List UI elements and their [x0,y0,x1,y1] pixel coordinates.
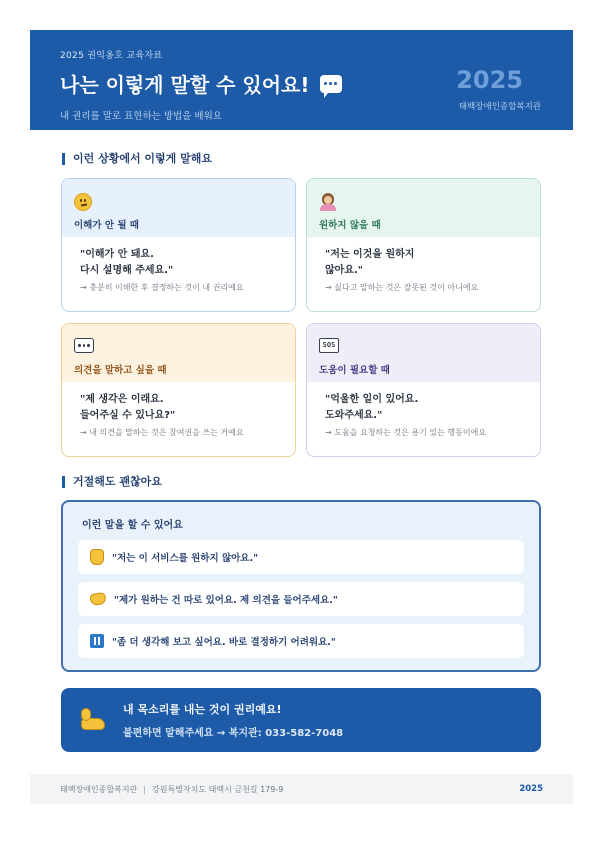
phrase-text: "좀 더 생각해 보고 싶어요. 바로 결정하기 어려워요." [112,637,336,648]
cta-text [123,701,343,739]
sos-icon: SOS [319,338,339,358]
phrase-text: "저는 이 서비스를 원하지 않아요." [112,553,259,564]
footer-year: 2025 [519,784,543,794]
situation-card-opinion [61,323,296,457]
card-quote: "억울한 일이 있어요. 도와주세요." [325,394,419,421]
raised-hand-icon [90,549,104,565]
card-label: 원하지 않을 때 [319,220,381,231]
section-title-refuse: 거절해도 괜찮아요 [62,476,162,488]
card-note: → 내 의견을 말하는 것은 참여권을 쓰는 거예요 [80,428,244,437]
chat-bubble-icon [320,75,342,93]
person-gesturing-no-icon [319,193,339,213]
card-body [307,382,540,438]
card-header [62,324,295,382]
list-item [78,624,524,658]
page-title: 나는 이렇게 말할 수 있어요! [60,73,310,97]
situation-card-understand [61,178,296,312]
card-note: → 도움을 요청하는 것은 용기 있는 행동이에요 [325,428,487,437]
confused-face-icon [74,193,94,213]
flexed-biceps-icon [79,706,107,734]
card-quote: "이해가 안 돼요. 다시 설명해 주세요." [80,249,174,276]
header-org: 태백장애인종합복지관 [458,102,541,112]
card-header [307,324,540,382]
card-note: → 싫다고 말하는 것은 잘못된 것이 아니에요 [325,283,479,292]
header-kicker: 2025 권익옹호 교육자료 [60,51,163,61]
card-header [62,179,295,237]
footer-address: 강원특별자치도 태백시 금천길 179-9 [151,784,284,794]
refuse-box-title: 이런 말을 할 수 있어요 [82,520,183,531]
pause-icon [90,634,104,648]
speech-bubble-icon [74,338,94,358]
card-label: 이해가 안 될 때 [74,220,139,231]
card-body [62,237,295,293]
footer-org: 태백장애인종합복지관 [60,784,138,794]
card-quote: "저는 이것을 원하지 않아요." [325,249,415,276]
card-note: → 충분히 이해한 후 결정하는 것이 내 권리예요 [80,283,244,292]
card-label: 의견을 말하고 싶을 때 [74,365,167,376]
footer-separator: | [143,784,146,794]
list-item [78,540,524,574]
phrase-text: "제가 원하는 건 따로 있어요. 제 의견을 들어주세요." [114,595,338,606]
cta-banner [61,688,541,752]
footer [30,774,573,804]
situation-card-refuse [306,178,541,312]
cta-contact: 불편하면 말해주세요 → 복지관: 033-582-7048 [123,728,344,739]
card-quote: "제 생각은 이래요. 들어주실 수 있나요?" [80,394,176,421]
section-title-situations: 이런 상황에서 이렇게 말해요 [62,153,212,165]
header-description: 내 권리를 말로 표현하는 방법을 배워요 [60,111,222,122]
header-banner [30,30,573,130]
card-body [307,237,540,293]
situation-card-help [306,323,541,457]
card-body [62,382,295,438]
card-label: 도움이 필요할 때 [319,365,390,376]
card-header [307,179,540,237]
handshake-icon [89,592,107,606]
cta-headline: 내 목소리를 내는 것이 권리예요! [123,703,282,716]
header-year: 2025 [456,66,523,94]
list-item [78,582,524,616]
refuse-phrases-box [61,500,541,672]
